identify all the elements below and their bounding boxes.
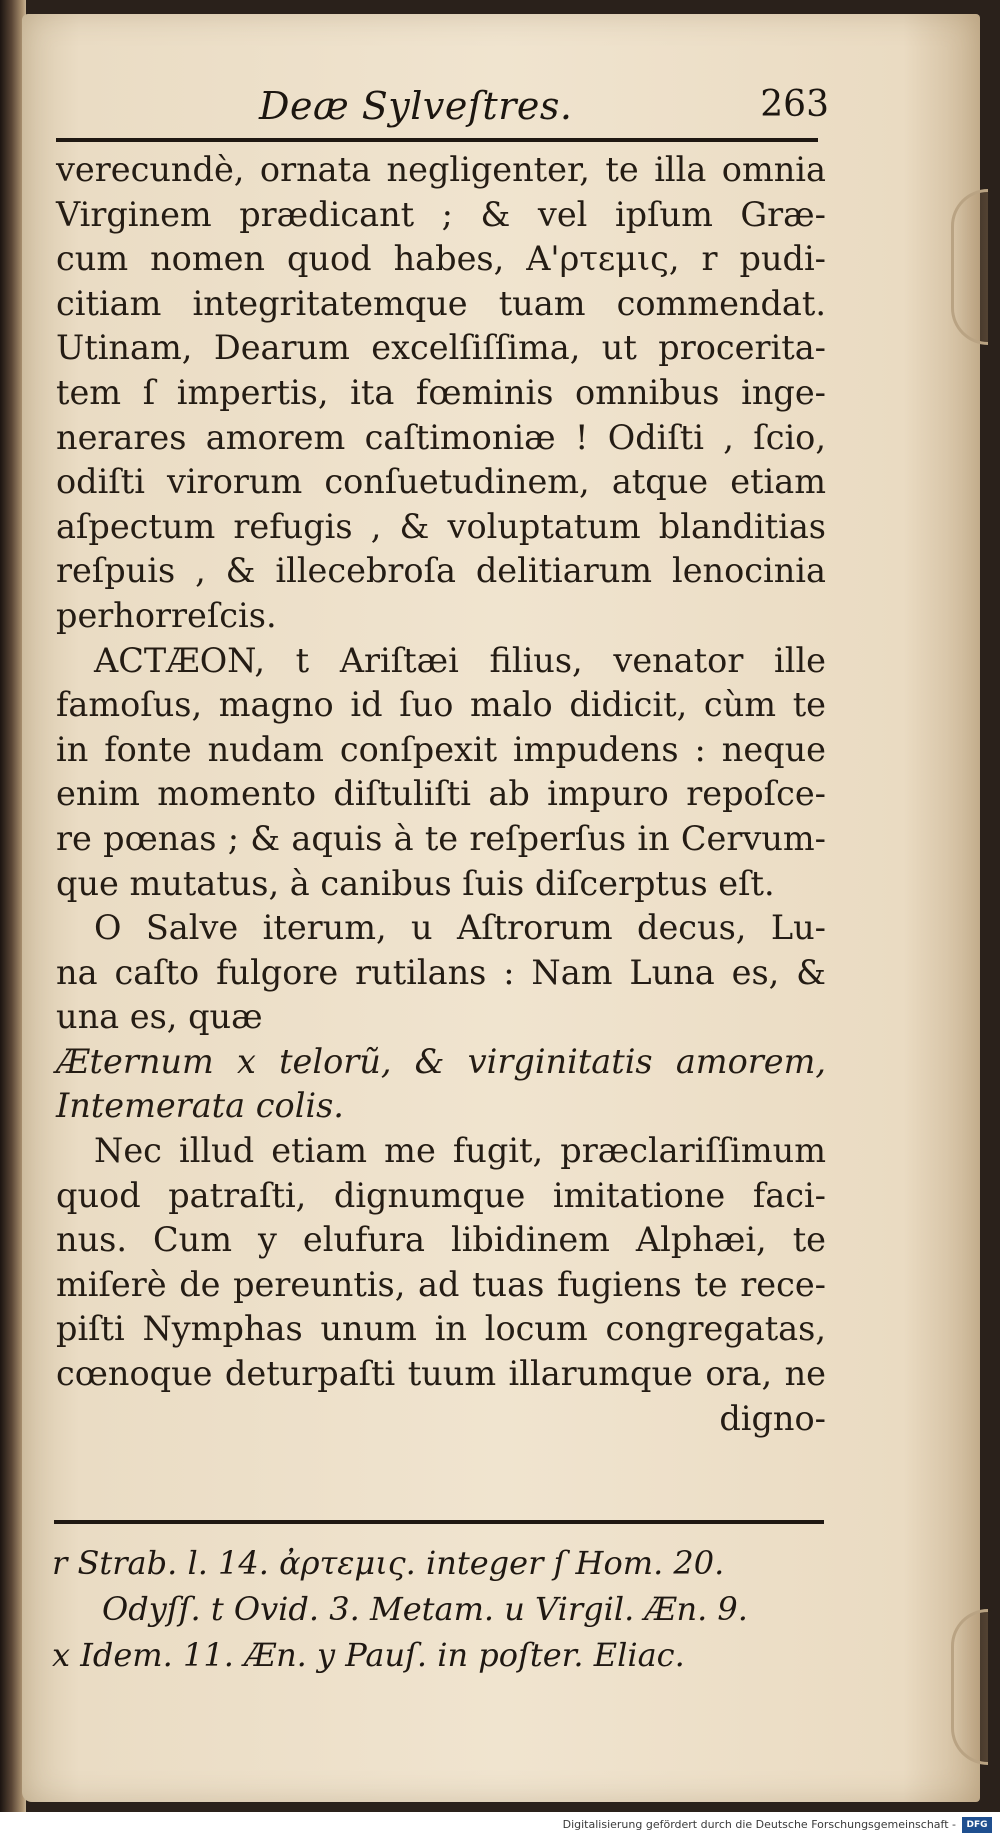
page-clip-bottom [951,1609,988,1765]
text-line: aſpectum refugis , & voluptatum blanditias [56,506,826,546]
text-line: nus. Cum y elufura libidinem Alphæi, te [56,1220,826,1260]
text-line: una es, quæ [56,997,263,1037]
page-clip-top [951,189,988,345]
text-line: odiſti virorum conſuetudinem, atque etiam [56,462,826,502]
footnote-line: r Strab. l. 14. ἀρτεμις. integer ſ Hom. 20. [52,1544,725,1582]
text-line: Nec illud etiam me fugit, præclariſſimum [94,1131,826,1171]
text-line: in fonte nudam conſpexit impudens : neque [56,729,826,769]
text-line: verecundè, ornata negligenter, te illa omnia [56,150,826,189]
text-line: cum nomen quod habes, Α'ρτεμις, r pudi- [56,239,826,279]
footnotes [52,1540,832,1678]
header-rule [56,138,818,142]
text-line: O Salve iterum, u Aſtrorum decus, Lu- [94,908,826,948]
text-line: famoſus, magno id ſuo malo didicit, cùm te [56,685,826,725]
text-line: ACTÆON, t Ariſtæi filius, venator ille [94,640,826,680]
footnote-line: Odyſſ. t Ovid. 3. Metam. u Virgil. Æn. 9. [102,1590,748,1628]
text-line: tem ſ impertis, ita fœminis omnibus inge- [56,372,826,412]
running-title: Deæ Sylveſtres. [259,84,573,128]
text-line: cœnoque deturpaſti tuum illarumque ora, ne [56,1354,826,1394]
text-line: reſpuis , & illecebroſa delitiarum lenocinia [56,551,826,591]
book-page [22,14,980,1802]
page-number: 263 [760,84,829,125]
text-line: Virginem prædicant ; & vel ipſum Græ- [56,194,826,234]
catchword: digno- [719,1398,826,1438]
verse-line: Æternum x telorũ, & virginitatis amorem, [56,1041,826,1081]
text-line: enim momento diſtuliſti ab impuro repoſce- [56,774,826,814]
text-line: piſti Nymphas unum in locum congregatas, [56,1309,826,1349]
dfg-logo: DFG [962,1817,992,1833]
text-line: que mutatus, à canibus ſuis diſcerptus eſt. [56,863,775,903]
digitization-credit: Digitalisierung gefördert durch die Deutsche Forschungsgemeinschaft - [562,1818,956,1831]
text-line: miſerè de pereuntis, ad tuas fugiens te rece- [56,1264,826,1304]
text-line: perhorreſcis. [56,595,277,635]
text-line: na caſto fulgore rutilans : Nam Luna es, & [56,952,826,992]
credit-bar [0,1812,1000,1840]
text-line: re pœnas ; & aquis à te reſperſus in Cervum- [56,818,826,858]
running-header [34,84,924,134]
text-line: nerares amorem caſtimoniæ ! Odiſti , ſcio, [56,417,826,457]
text-line: Utinam, Dearum excelſiſſima, ut proceritа- [56,328,826,368]
body-text [56,148,826,1441]
text-line: quod patraſti, dignumque imitatione faci- [56,1175,826,1215]
footnote-rule [54,1520,824,1524]
footnote-line: x Idem. 11. Æn. y Pauſ. in poſter. Eliac. [52,1636,685,1674]
text-line: citiam integritatemque tuam commendat. [56,283,826,323]
verse-line: Intemerata colis. [56,1086,344,1126]
